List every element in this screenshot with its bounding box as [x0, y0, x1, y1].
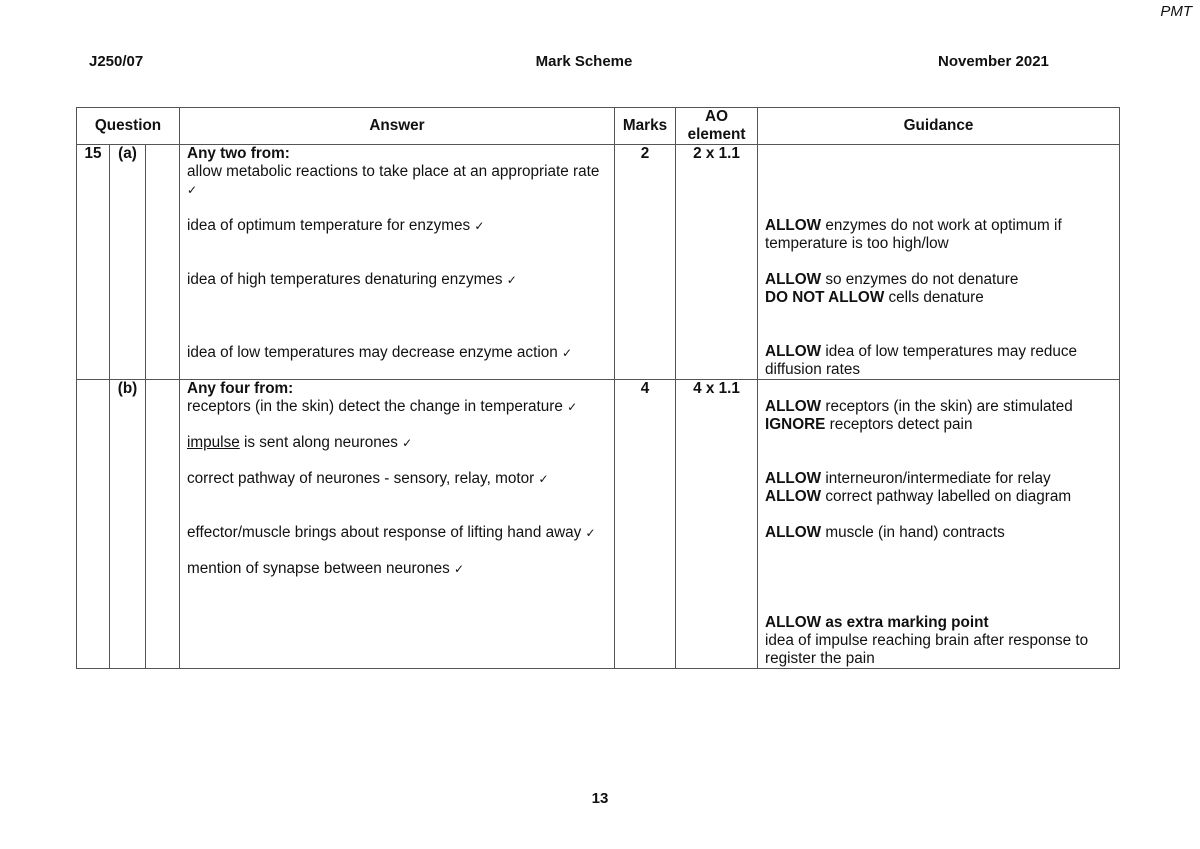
guidance-cell: [758, 145, 1120, 380]
table-row: [77, 380, 1120, 669]
answer-point: effector/muscle brings about response of lifting hand away ✓: [187, 524, 596, 541]
guidance-note: ALLOW as extra marking point idea of impulse reaching brain after response to register the pain: [765, 614, 1089, 667]
question-part: (a): [110, 145, 146, 380]
guidance-note: ALLOW muscle (in hand) contracts: [765, 524, 1005, 541]
tick-icon: ✓: [402, 436, 413, 450]
exam-date: November 2021: [938, 53, 1049, 70]
guidance-note: ALLOW correct pathway labelled on diagram: [765, 488, 1072, 505]
question-subpart: [146, 380, 180, 669]
guidance-note: ALLOW enzymes do not work at optimum if temperature is too high/low: [765, 217, 1062, 252]
column-header-ao-element: AO element: [676, 108, 758, 145]
guidance-note: ALLOW so enzymes do not denature: [765, 271, 1019, 288]
question-number: 15: [77, 145, 110, 380]
guidance-note: IGNORE receptors detect pain: [765, 416, 973, 433]
answer-point: correct pathway of neurones - sensory, relay, motor ✓: [187, 470, 549, 487]
answer-point: mention of synapse between neurones ✓: [187, 560, 465, 577]
column-header-question: Question: [77, 108, 180, 145]
guidance-note: ALLOW interneuron/intermediate for relay: [765, 470, 1051, 487]
answer-cell: [180, 145, 615, 380]
mark-scheme-table: [76, 107, 1120, 669]
guidance-note: ALLOW receptors (in the skin) are stimulated: [765, 398, 1073, 415]
tick-icon: ✓: [474, 219, 485, 233]
tick-icon: ✓: [567, 400, 578, 414]
answer-point: impulse is sent along neurones ✓: [187, 434, 413, 451]
question-part: (b): [110, 380, 146, 669]
answer-heading: Any four from:: [187, 380, 294, 397]
tick-icon: ✓: [561, 346, 573, 360]
document-title: Mark Scheme: [535, 53, 633, 70]
tick-icon: ✓: [454, 562, 465, 576]
answer-point: idea of optimum temperature for enzymes ✓: [187, 217, 485, 234]
guidance-note: ALLOW idea of low temperatures may reduce diffusion rates: [765, 343, 1078, 378]
answer-point: allow metabolic reactions to take place at an appropriate rate ✓: [187, 163, 600, 197]
guidance-cell: [758, 380, 1120, 669]
guidance-note: DO NOT ALLOW cells denature: [765, 289, 984, 306]
question-number: [77, 380, 110, 669]
column-header-guidance: Guidance: [758, 108, 1120, 145]
answer-heading: Any two from:: [187, 145, 290, 162]
ao-element-value: 2 x 1.1: [676, 145, 758, 380]
column-header-marks: Marks: [615, 108, 676, 145]
question-subpart: [146, 145, 180, 380]
column-header-answer: Answer: [180, 108, 615, 145]
tick-icon: ✓: [538, 472, 549, 486]
watermark: PMT: [1160, 3, 1192, 20]
page-number: 13: [591, 790, 609, 807]
tick-icon: ✓: [506, 273, 517, 287]
answer-point: receptors (in the skin) detect the change in temperature ✓: [187, 398, 578, 415]
marks-value: 4: [615, 380, 676, 669]
answer-point: idea of low temperatures may decrease enzyme action ✓: [187, 344, 573, 361]
table-row: [77, 145, 1120, 380]
tick-icon: ✓: [187, 183, 198, 197]
answer-cell: [180, 380, 615, 669]
table-header-row: [77, 108, 1120, 145]
ao-element-value: 4 x 1.1: [676, 380, 758, 669]
marks-value: 2: [615, 145, 676, 380]
answer-point: idea of high temperatures denaturing enzymes ✓: [187, 271, 517, 288]
paper-code: J250/07: [89, 53, 144, 70]
tick-icon: ✓: [585, 526, 596, 540]
